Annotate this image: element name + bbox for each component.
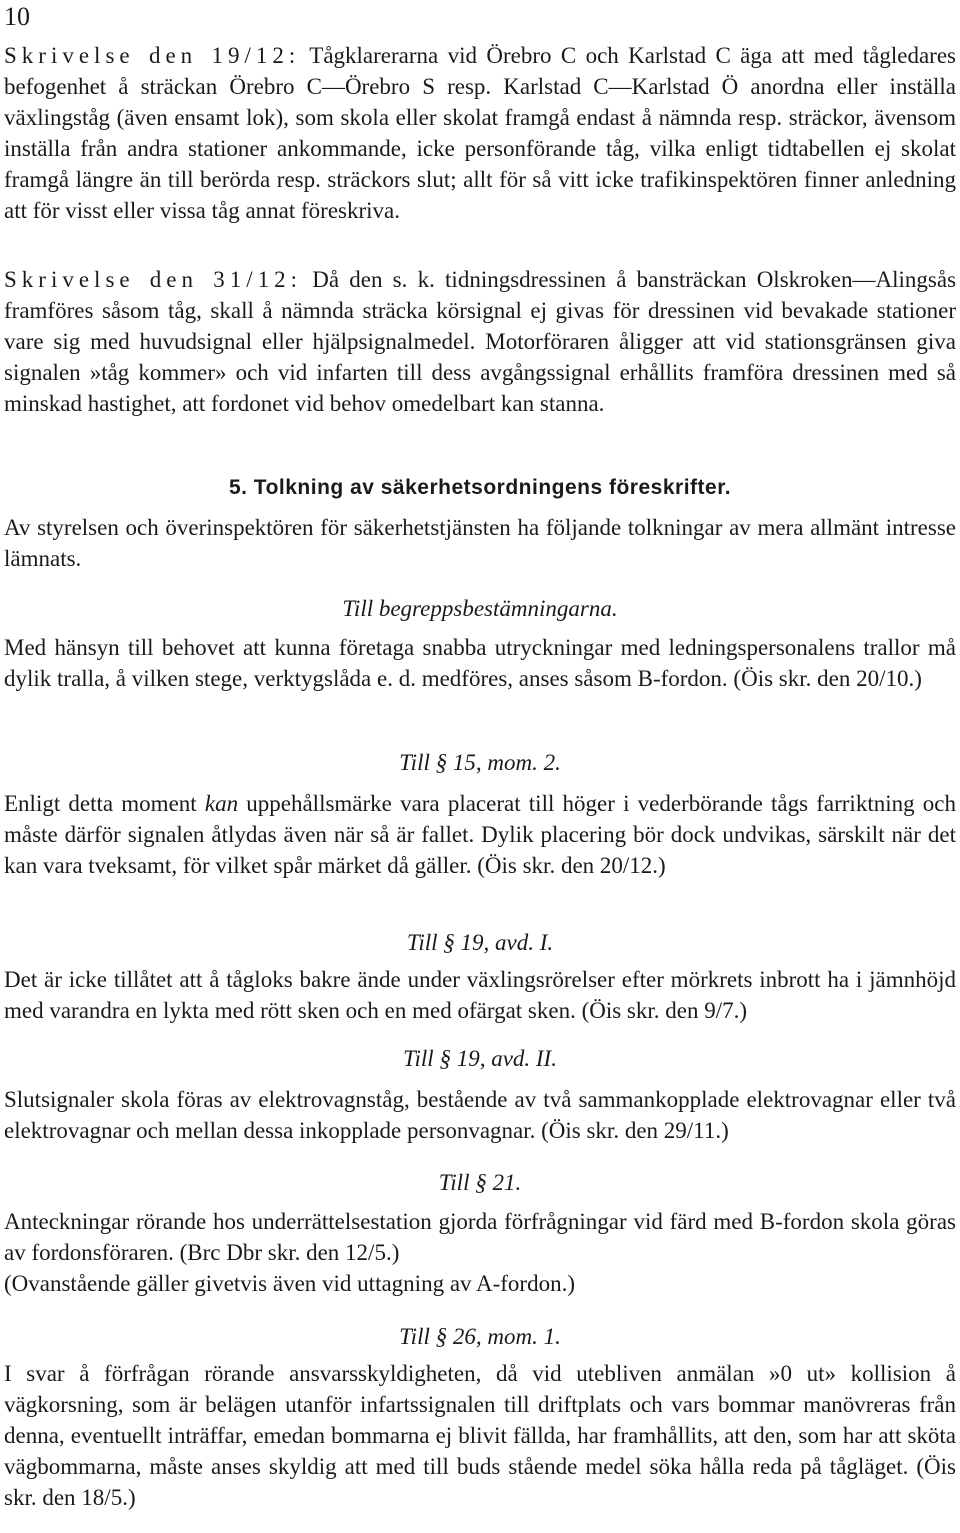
paragraph-15-text-a: Enligt detta moment [4,791,205,816]
skrivelse-2-paragraph [4,264,956,419]
skrivelse-1-lead: Skrivelse den 19/12: [4,43,301,68]
section-title: 5. Tolkning av säkerhetsordningens föreskrifter. [228,476,732,499]
paragraph-15-text-b: uppehållsmärke vara placerat till höger i vederbörande tågs farriktning och måste därför signalen åtlydas även när så är fallet. Dylik placering bör dock undvikas, särskilt när det kan vara tveksamt, för vilket spår märket då gäller. (Öis skr. den 20/12.) [4,791,956,878]
paragraph-26-text: I svar å förfrågan rörande ansvarsskyldigheten, då vid utebliven anmälan »0 ut» kollision å vägkorsning, som är belägen utanför infartssignalen till driftplats och vars bommar manövreras från denna, eventuellt inträffar, emedan bommarna ej blivit fällda, har framhållits, att den, som har att sköta vägbommarna, måste anses skyldig att med till buds stående medel söka hålla reda på tågläget. (Öis skr. den 18/5.) [4,1361,956,1510]
subheading-paragraph-19-II: Till § 19, avd. II. [403,1046,557,1071]
paragraph-19-I-text: Det är icke tillåtet att å tågloks bakre ände under växlingsrörelser efter mörkrets inbrott ha i jämnhöjd med varandra en lykta med rött sken och en med ofärgat sken. (Öis skr. den 9/7.) [4,967,956,1023]
skrivelse-1-paragraph [4,40,956,226]
skrivelse-2-text: Då den s. k. tidningsdressinen å bansträckan Olskroken—Alingsås framföres såsom tåg, skall å nämnda sträcka körsignal ej givas för dressinen vid bevakade stationer vare sig med huvudsignal eller hjälpsignalmedel. Motorföraren åligger att vid stationsgränsen giva signalen »tåg kommer» och vid infarten till dess avgångssignal erhållits framföra dressinen med så minskad hastighet, att fordonet vid behov omedelbart kan stanna. [4,267,957,416]
paragraph-begreppsbestamningarna: Med hänsyn till behovet att kunna företaga snabba utryckningar med ledningspersonalens trallor må dylik tralla, å vilken stege, verktygslåda e. d. medföres, anses såsom B-fordon. (Öis skr. den 20/10.) [4,635,956,691]
subheading-paragraph-26: Till § 26, mom. 1. [399,1324,561,1349]
paragraph-15-text [4,788,956,881]
subheading-begreppsbestamningarna: Till begreppsbestämningarna. [342,596,618,621]
paragraph-15-emphasis: kan [204,791,239,816]
subheading-paragraph-15: Till § 15, mom. 2. [399,750,561,775]
page-number: 10 [4,2,30,31]
paragraph-21-text: Anteckningar rörande hos underrättelsestation gjorda förfrågningar vid färd med B-fordon skola göras av fordonsföraren. (Brc Dbr skr. den 12/5.) [4,1209,956,1265]
paragraph-21-note: (Ovanstående gäller givetvis även vid uttagning av A-fordon.) [4,1271,576,1296]
subheading-paragraph-19-I: Till § 19, avd. I. [406,930,554,955]
skrivelse-1-text: Tågklarerarna vid Örebro C och Karlstad C äga att med tågledares befogenhet å sträckan Örebro C—Örebro S resp. Karlstad C—Karlstad Ö anordna eller inställa växlingståg (även ensamt lok), som skola eller skolat framgå endast å nämnda resp. sträckor, ävensom inställa från andra stationer ankommande, icke personförande tåg, vilka enligt tidtabellen ej skolat framgå längre än till berörda resp. sträckors slut; allt för så vitt icke trafikinspektören finner anledning att för visst eller vissa tåg annat föreskriva. [4,43,956,223]
section-intro: Av styrelsen och överinspektören för säkerhetstjänsten ha följande tolkningar av mera allmänt intresse lämnats. [4,515,956,571]
subheading-paragraph-21: Till § 21. [438,1170,522,1195]
paragraph-19-II-text: Slutsignaler skola föras av elektrovagnståg, bestående av två sammankopplade elektrovagnar eller två elektrovagnar och mellan dessa inkopplade personvagnar. (Öis skr. den 29/11.) [4,1087,956,1143]
skrivelse-2-lead: Skrivelse den 31/12: [4,267,303,292]
